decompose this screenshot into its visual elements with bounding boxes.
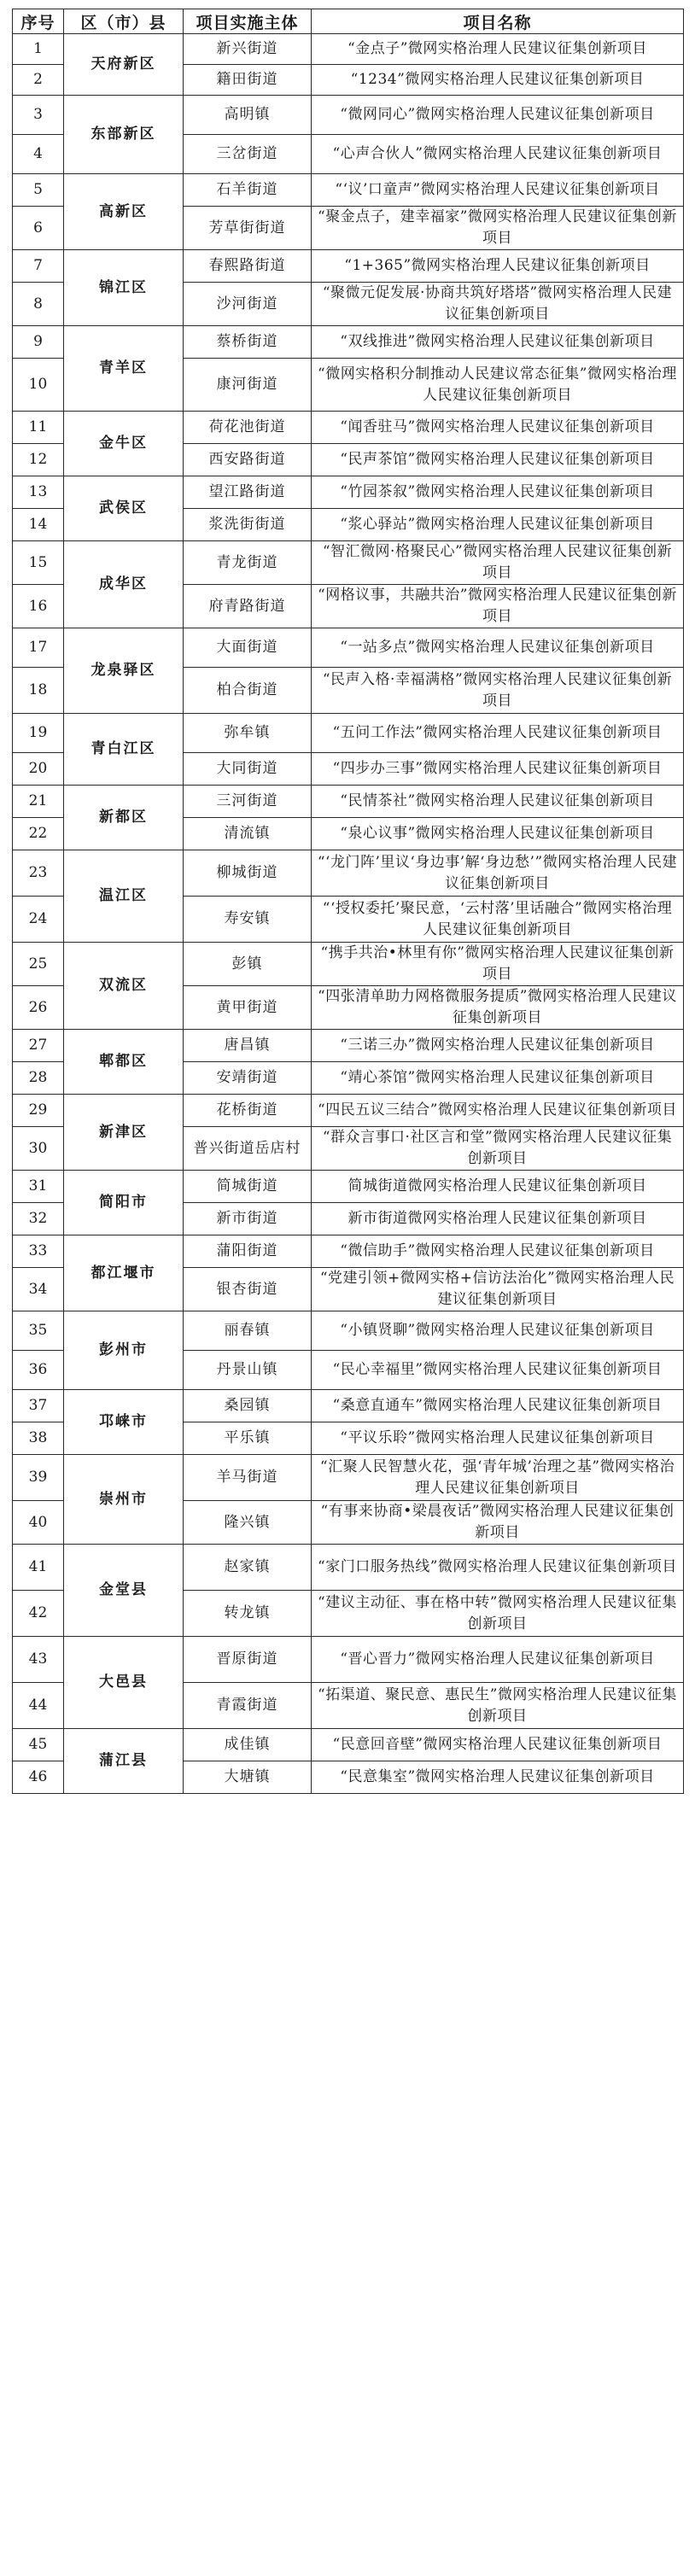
table-row (13, 1030, 684, 1062)
unit-cell: 望江路街道 (184, 476, 312, 509)
district-cell: 东部新区 (64, 96, 184, 174)
unit-cell: 转龙镇 (184, 1591, 312, 1637)
project-name-cell: “民心幸福里”微网实格治理人民建议征集创新项目 (312, 1351, 684, 1390)
project-name-cell: “四步办三事”微网实格治理人民建议征集创新项目 (312, 753, 684, 786)
district-cell: 崇州市 (64, 1455, 184, 1545)
row-number: 46 (13, 1761, 64, 1794)
project-name-cell: “桑意直通车”微网实格治理人民建议征集创新项目 (312, 1390, 684, 1422)
unit-cell: 浆洗街街道 (184, 509, 312, 541)
unit-cell: 芳草街街道 (184, 207, 312, 250)
project-name-cell: “1234”微网实格治理人民建议征集创新项目 (312, 65, 684, 96)
unit-cell: 晋原街道 (184, 1637, 312, 1683)
project-name-cell: “网格议事，共融共治”微网实格治理人民建议征集创新项目 (312, 585, 684, 628)
district-cell: 锦江区 (64, 250, 184, 326)
project-name-cell: “心声合伙人”微网实格治理人民建议征集创新项目 (312, 135, 684, 174)
row-number: 22 (13, 818, 64, 850)
project-name-cell: “‘龙门阵’里议‘身边事’解‘身边愁’”微网实格治理人民建议征集创新项目 (312, 850, 684, 897)
unit-cell: 荷花池街道 (184, 412, 312, 444)
row-number: 33 (13, 1235, 64, 1268)
district-cell: 青白江区 (64, 714, 184, 786)
unit-cell: 新市街道 (184, 1203, 312, 1235)
district-cell: 郫都区 (64, 1030, 184, 1095)
row-number: 9 (13, 326, 64, 359)
district-cell: 天府新区 (64, 34, 184, 96)
row-number: 19 (13, 714, 64, 753)
row-number: 2 (13, 65, 64, 96)
unit-cell: 蒲阳街道 (184, 1235, 312, 1268)
table-row (13, 96, 684, 135)
project-name-cell: “党建引领+微网实格+信访法治化”微网实格治理人民建议征集创新项目 (312, 1268, 684, 1311)
unit-cell: 西安路街道 (184, 444, 312, 476)
district-cell: 武侯区 (64, 476, 184, 541)
district-cell: 温江区 (64, 850, 184, 943)
unit-cell: 大面街道 (184, 628, 312, 668)
row-number: 34 (13, 1268, 64, 1311)
project-table (12, 9, 684, 1794)
unit-cell: 平乐镇 (184, 1422, 312, 1455)
row-number: 30 (13, 1127, 64, 1171)
table-row (13, 786, 684, 818)
project-name-cell: “微信助手”微网实格治理人民建议征集创新项目 (312, 1235, 684, 1268)
unit-cell: 黄甲街道 (184, 986, 312, 1030)
unit-cell: 花桥街道 (184, 1095, 312, 1127)
project-name-cell: “双线推进”微网实格治理人民建议征集创新项目 (312, 326, 684, 359)
row-number: 24 (13, 897, 64, 943)
unit-cell: 青霞街道 (184, 1683, 312, 1729)
project-name-cell: “靖心茶馆”微网实格治理人民建议征集创新项目 (312, 1062, 684, 1095)
unit-cell: 沙河街道 (184, 283, 312, 326)
project-name-cell: “民声茶馆”微网实格治理人民建议征集创新项目 (312, 444, 684, 476)
row-number: 39 (13, 1455, 64, 1501)
table-body (13, 34, 684, 1794)
row-number: 32 (13, 1203, 64, 1235)
row-number: 3 (13, 96, 64, 135)
district-cell: 邛崃市 (64, 1390, 184, 1455)
row-number: 40 (13, 1501, 64, 1545)
table-row (13, 714, 684, 753)
project-name-cell: “群众言事口·社区言和堂”微网实格治理人民建议征集创新项目 (312, 1127, 684, 1171)
unit-cell: 桑园镇 (184, 1390, 312, 1422)
unit-cell: 清流镇 (184, 818, 312, 850)
project-name-cell: “家门口服务热线”微网实格治理人民建议征集创新项目 (312, 1545, 684, 1591)
project-name-cell: “金点子”微网实格治理人民建议征集创新项目 (312, 34, 684, 65)
project-name-cell: “建议主动征、事在格中转”微网实格治理人民建议征集创新项目 (312, 1591, 684, 1637)
district-cell: 大邑县 (64, 1637, 184, 1729)
unit-cell: 柏合街道 (184, 668, 312, 714)
row-number: 42 (13, 1591, 64, 1637)
row-number: 38 (13, 1422, 64, 1455)
project-name-cell: 新市街道微网实格治理人民建议征集创新项目 (312, 1203, 684, 1235)
unit-cell: 唐昌镇 (184, 1030, 312, 1062)
project-name-cell: “闻香驻马”微网实格治理人民建议征集创新项目 (312, 412, 684, 444)
unit-cell: 丹景山镇 (184, 1351, 312, 1390)
row-number: 7 (13, 250, 64, 283)
district-cell: 成华区 (64, 541, 184, 628)
project-name-cell: “泉心议事”微网实格治理人民建议征集创新项目 (312, 818, 684, 850)
row-number: 20 (13, 753, 64, 786)
header-unit: 项目实施主体 (184, 9, 312, 34)
header-no: 序号 (13, 9, 64, 34)
project-name-cell: “三诺三办”微网实格治理人民建议征集创新项目 (312, 1030, 684, 1062)
table-row (13, 412, 684, 444)
row-number: 12 (13, 444, 64, 476)
project-name-cell: “拓渠道、聚民意、惠民生”微网实格治理人民建议征集创新项目 (312, 1683, 684, 1729)
unit-cell: 普兴街道岳店村 (184, 1127, 312, 1171)
project-name-cell: “民意回音壁”微网实格治理人民建议征集创新项目 (312, 1729, 684, 1761)
district-cell: 蒲江县 (64, 1729, 184, 1794)
row-number: 18 (13, 668, 64, 714)
district-cell: 新津区 (64, 1095, 184, 1171)
row-number: 13 (13, 476, 64, 509)
table-row (13, 1637, 684, 1683)
project-name-cell: “小镇贤聊”微网实格治理人民建议征集创新项目 (312, 1311, 684, 1351)
unit-cell: 大同街道 (184, 753, 312, 786)
unit-cell: 成佳镇 (184, 1729, 312, 1761)
project-name-cell: “五问工作法”微网实格治理人民建议征集创新项目 (312, 714, 684, 753)
table-row (13, 34, 684, 65)
unit-cell: 三河街道 (184, 786, 312, 818)
unit-cell: 三岔街道 (184, 135, 312, 174)
district-cell: 高新区 (64, 174, 184, 250)
row-number: 14 (13, 509, 64, 541)
row-number: 27 (13, 1030, 64, 1062)
district-cell: 都江堰市 (64, 1235, 184, 1311)
table-row (13, 1390, 684, 1422)
table-row (13, 1545, 684, 1591)
unit-cell: 弥牟镇 (184, 714, 312, 753)
project-name-cell: “浆心驿站”微网实格治理人民建议征集创新项目 (312, 509, 684, 541)
project-name-cell: “有事来协商•梁晨夜话”微网实格治理人民建议征集创新项目 (312, 1501, 684, 1545)
table-row (13, 1729, 684, 1761)
row-number: 11 (13, 412, 64, 444)
unit-cell: 青龙街道 (184, 541, 312, 585)
project-name-cell: “四张清单助力网格微服务提质”微网实格治理人民建议征集创新项目 (312, 986, 684, 1030)
row-number: 29 (13, 1095, 64, 1127)
project-name-cell: “晋心晋力”微网实格治理人民建议征集创新项目 (312, 1637, 684, 1683)
project-name-cell: “智汇微网·格聚民心”微网实格治理人民建议征集创新项目 (312, 541, 684, 585)
district-cell: 金堂县 (64, 1545, 184, 1637)
row-number: 36 (13, 1351, 64, 1390)
row-number: 21 (13, 786, 64, 818)
project-name-cell: “四民五议三结合”微网实格治理人民建议征集创新项目 (312, 1095, 684, 1127)
district-cell: 简阳市 (64, 1171, 184, 1235)
table-row (13, 943, 684, 986)
row-number: 8 (13, 283, 64, 326)
unit-cell: 安靖街道 (184, 1062, 312, 1095)
row-number: 6 (13, 207, 64, 250)
district-cell: 双流区 (64, 943, 184, 1030)
row-number: 16 (13, 585, 64, 628)
row-number: 43 (13, 1637, 64, 1683)
unit-cell: 彭镇 (184, 943, 312, 986)
table-row (13, 1171, 684, 1203)
project-name-cell: “聚金点子，建幸福家”微网实格治理人民建议征集创新项目 (312, 207, 684, 250)
row-number: 45 (13, 1729, 64, 1761)
project-name-cell: “携手共治•林里有你”微网实格治理人民建议征集创新项目 (312, 943, 684, 986)
row-number: 26 (13, 986, 64, 1030)
table-row (13, 1455, 684, 1501)
unit-cell: 羊马街道 (184, 1455, 312, 1501)
project-name-cell: “‘授权委托’聚民意，‘云村落’里话融合”微网实格治理人民建议征集创新项目 (312, 897, 684, 943)
project-name-cell: “民声入格·幸福满格”微网实格治理人民建议征集创新项目 (312, 668, 684, 714)
unit-cell: 石羊街道 (184, 174, 312, 207)
project-name-cell: “平议乐聆”微网实格治理人民建议征集创新项目 (312, 1422, 684, 1455)
district-cell: 青羊区 (64, 326, 184, 412)
unit-cell: 寿安镇 (184, 897, 312, 943)
table-row (13, 541, 684, 585)
row-number: 15 (13, 541, 64, 585)
unit-cell: 丽春镇 (184, 1311, 312, 1351)
project-name-cell: “汇聚人民智慧火花，强‘青年城’治理之基”微网实格治理人民建议征集创新项目 (312, 1455, 684, 1501)
unit-cell: 隆兴镇 (184, 1501, 312, 1545)
project-name-cell: “竹园茶叙”微网实格治理人民建议征集创新项目 (312, 476, 684, 509)
project-name-cell: “1+365”微网实格治理人民建议征集创新项目 (312, 250, 684, 283)
unit-cell: 银杏街道 (184, 1268, 312, 1311)
project-name-cell: “‘议’口童声”微网实格治理人民建议征集创新项目 (312, 174, 684, 207)
row-number: 44 (13, 1683, 64, 1729)
project-name-cell: “民情茶社”微网实格治理人民建议征集创新项目 (312, 786, 684, 818)
table-row (13, 1235, 684, 1268)
project-name-cell: “微网实格积分制推动人民建议常态征集”微网实格治理人民建议征集创新项目 (312, 359, 684, 412)
unit-cell: 高明镇 (184, 96, 312, 135)
unit-cell: 蔡桥街道 (184, 326, 312, 359)
table-row (13, 250, 684, 283)
unit-cell: 柳城街道 (184, 850, 312, 897)
project-name-cell: “民意集室”微网实格治理人民建议征集创新项目 (312, 1761, 684, 1794)
row-number: 5 (13, 174, 64, 207)
unit-cell: 新兴街道 (184, 34, 312, 65)
unit-cell: 府青路街道 (184, 585, 312, 628)
row-number: 1 (13, 34, 64, 65)
unit-cell: 康河街道 (184, 359, 312, 412)
row-number: 28 (13, 1062, 64, 1095)
project-name-cell: “一站多点”微网实格治理人民建议征集创新项目 (312, 628, 684, 668)
table-row (13, 476, 684, 509)
row-number: 37 (13, 1390, 64, 1422)
row-number: 35 (13, 1311, 64, 1351)
unit-cell: 籍田街道 (184, 65, 312, 96)
unit-cell: 大塘镇 (184, 1761, 312, 1794)
row-number: 10 (13, 359, 64, 412)
district-cell: 新都区 (64, 786, 184, 850)
row-number: 31 (13, 1171, 64, 1203)
unit-cell: 赵家镇 (184, 1545, 312, 1591)
unit-cell: 春熙路街道 (184, 250, 312, 283)
header-district: 区（市）县 (64, 9, 184, 34)
district-cell: 彭州市 (64, 1311, 184, 1390)
table-row (13, 1095, 684, 1127)
row-number: 23 (13, 850, 64, 897)
table-row (13, 850, 684, 897)
table-row (13, 1311, 684, 1351)
row-number: 25 (13, 943, 64, 986)
header-project: 项目名称 (312, 9, 684, 34)
table-row (13, 326, 684, 359)
table-row (13, 628, 684, 668)
project-name-cell: 简城街道微网实格治理人民建议征集创新项目 (312, 1171, 684, 1203)
row-number: 17 (13, 628, 64, 668)
project-name-cell: “微网同心”微网实格治理人民建议征集创新项目 (312, 96, 684, 135)
project-name-cell: “聚微元促发展·协商共筑好塔塔”微网实格治理人民建议征集创新项目 (312, 283, 684, 326)
unit-cell: 简城街道 (184, 1171, 312, 1203)
district-cell: 龙泉驿区 (64, 628, 184, 714)
row-number: 4 (13, 135, 64, 174)
table-header-row (13, 9, 684, 34)
district-cell: 金牛区 (64, 412, 184, 476)
table-row (13, 174, 684, 207)
row-number: 41 (13, 1545, 64, 1591)
